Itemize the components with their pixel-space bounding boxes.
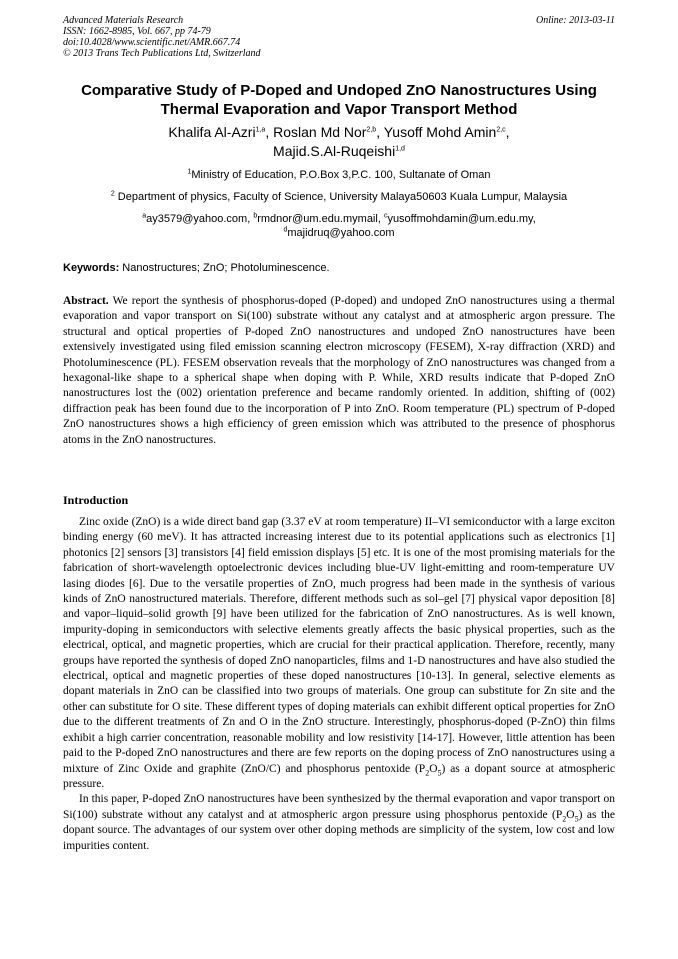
affiliation-1 bbox=[63, 168, 615, 182]
author-separator: , bbox=[376, 124, 384, 140]
paragraph-text: ) as a dopant source at atmospheric pressure. bbox=[63, 762, 615, 790]
paragraph-text: ) as the dopant source. The advantages of our system over other doping methods are simplicity of the system, low cost and low impurities content. bbox=[63, 808, 615, 852]
author-list bbox=[63, 123, 615, 161]
affiliation-text: Ministry of Education, P.O.Box 3,P.C. 100, Sultanate of Oman bbox=[191, 169, 491, 181]
journal-header bbox=[63, 15, 615, 59]
author-affiliation-mark: 1,d bbox=[395, 145, 405, 153]
issn-line: ISSN: 1662-8985, Vol. 667, pp 74-79 bbox=[63, 26, 211, 37]
paragraph-text: O bbox=[429, 762, 438, 775]
email-mark: d bbox=[283, 226, 288, 234]
email-mark: b bbox=[253, 212, 258, 220]
author-name: Roslan Md Nor bbox=[273, 124, 367, 140]
subscript: 2 bbox=[425, 767, 430, 777]
abstract-text: We report the synthesis of phosphorus-doped (P-doped) and undoped ZnO nanostructures using a thermal evaporation and vapor transport on Si(100) substrate without any catalyst and at atmospheric argon pressure. The structural and optical properties of P-doped ZnO nanostructures and undoped ZnO nanostructures have been extensively investigated using filed emission scanning electron microscopy (FESEM), X-ray diffraction (XRD) and Photoluminescence (PL). FESEM observation reveals that the morphology of ZnO nanostructures was changed from a hexagonal-like shape to a spherical shape when doping with P. While, XRD results indicate that P-doped ZnO nanostructures lost the (002) orientation preference and became randomly oriented. In addition, shifting of (002) diffraction peak has been found due to the incorporation of P into ZnO. Room temperature (PL) spectrum of P-doped ZnO nanostructures shows a high efficiency of green emission which was attributed to the presence of phosphorus atoms in the ZnO nanostructures. bbox=[63, 295, 615, 446]
subscript: 5 bbox=[574, 814, 579, 824]
affiliation-mark: 2 bbox=[110, 190, 115, 198]
introduction-paragraph-1 bbox=[63, 515, 615, 792]
keywords-label: Keywords: bbox=[63, 262, 120, 274]
paper-title: Comparative Study of P-Doped and Undoped ZnO Nanostructures Using Thermal Evaporation and Vapor Transport Method bbox=[81, 82, 597, 118]
section-heading-introduction: Introduction bbox=[63, 493, 129, 507]
paragraph-text: In this paper, P-doped ZnO nanostructures have been synthesized by the thermal evaporation and vapor transport on Si(100) substrate without any catalyst and at atmospheric argon pressure using phosphorus pentoxide (P bbox=[63, 793, 615, 821]
keywords-text: Nanostructures; ZnO; Photoluminescence. bbox=[119, 262, 330, 274]
email-address[interactable]: ay3579@yahoo.com, bbox=[146, 213, 254, 225]
author-separator: , bbox=[265, 124, 274, 140]
affiliation-text: Department of physics, Faculty of Science, University Malaya50603 Kuala Lumpur, Malaysia bbox=[114, 191, 568, 203]
introduction-paragraph-2 bbox=[63, 792, 615, 854]
subscript: 2 bbox=[562, 814, 567, 824]
author-affiliation-mark: 1,a bbox=[255, 126, 266, 134]
email-address[interactable]: rmdnor@um.edu.mymail, bbox=[257, 213, 384, 225]
doi-line: doi:10.4028/www.scientific.net/AMR.667.74 bbox=[63, 37, 241, 48]
online-date: Online: 2013-03-11 bbox=[536, 15, 615, 26]
email-mark: a bbox=[142, 212, 147, 220]
author-name: Khalifa Al-Azri bbox=[168, 124, 256, 140]
author-affiliation-mark: 2,b bbox=[366, 126, 377, 134]
keywords-line bbox=[63, 261, 615, 275]
author-name: Yusoff Mohd Amin bbox=[383, 124, 497, 140]
affiliation-mark: 1 bbox=[187, 168, 192, 176]
affiliation-2 bbox=[63, 190, 615, 204]
journal-name: Advanced Materials Research bbox=[63, 15, 184, 26]
author-emails bbox=[63, 212, 615, 240]
abstract-label: Abstract. bbox=[63, 295, 109, 307]
subscript: 5 bbox=[437, 767, 442, 777]
introduction-body bbox=[63, 515, 615, 854]
email-address[interactable]: majidruq@yahoo.com bbox=[287, 227, 395, 239]
copyright-line: © 2013 Trans Tech Publications Ltd, Switzerland bbox=[63, 48, 261, 59]
email-address[interactable]: yusoffmohdamin@um.edu.my, bbox=[387, 213, 536, 225]
paragraph-text: Zinc oxide (ZnO) is a wide direct band gap (3.37 eV at room temperature) II–VI semiconductor with a large exciton binding energy (60 meV). It has attracted increasing interest due to its potential applications such as electronics [1] photonics [2] sensors [3] transistors [4] field emission displays [5] etc. It is one of the most promising materials for the fabrication of short-wavelength optoelectronic devices including blue-UV light-emitting and room-temperature UV lasing diodes [6]. Due to the versatile properties of ZnO, much progress had been made in the synthesis of various kinds of ZnO nanostructured materials. Therefore, different methods such as sol–gel [7] physical vapor deposition [8] and vapor–liquid–solid growth [9] have been utilized for the fabrication of ZnO nanostructures. As is well known, impurity-doping in semiconductors with selective elements greatly affects the basic physical properties, such as the electrical, optical, and magnetic properties, which are crucial for their practical application. Therefore, recently, many groups have reported the synthesis of doped ZnO nanoparticles, films and 1-D nanostructures and have also studied the electrical, optical and magnetic properties of these doped nanostructures [10-13]. In general, selective elements as dopant materials in ZnO can be classified into two groups of materials. One group can substitute for Zn site and the other can substitute for O site. These different types of doping materials can exhibit different optical properties for ZnO due to the different treatments of Zn and O in the ZnO structure. Interestingly, phosphorus-doped (P-ZnO) thin films exhibit a high carrier concentration, reasonable mobility and low resistivity [14-17]. However, little attention has been paid to the P-doped ZnO nanostructures and there are few reports on the doping process of ZnO nanostructures using a mixture of Zinc Oxide and graphite (ZnO/C) and phosphorus pentoxide (P bbox=[63, 516, 615, 775]
email-mark: c bbox=[383, 212, 388, 220]
author-affiliation-mark: 2,c bbox=[496, 126, 506, 134]
abstract bbox=[63, 294, 615, 448]
author-name: Majid.S.Al-Ruqeishi bbox=[273, 143, 396, 159]
paragraph-text: O bbox=[566, 808, 575, 821]
author-separator: , bbox=[505, 124, 510, 140]
